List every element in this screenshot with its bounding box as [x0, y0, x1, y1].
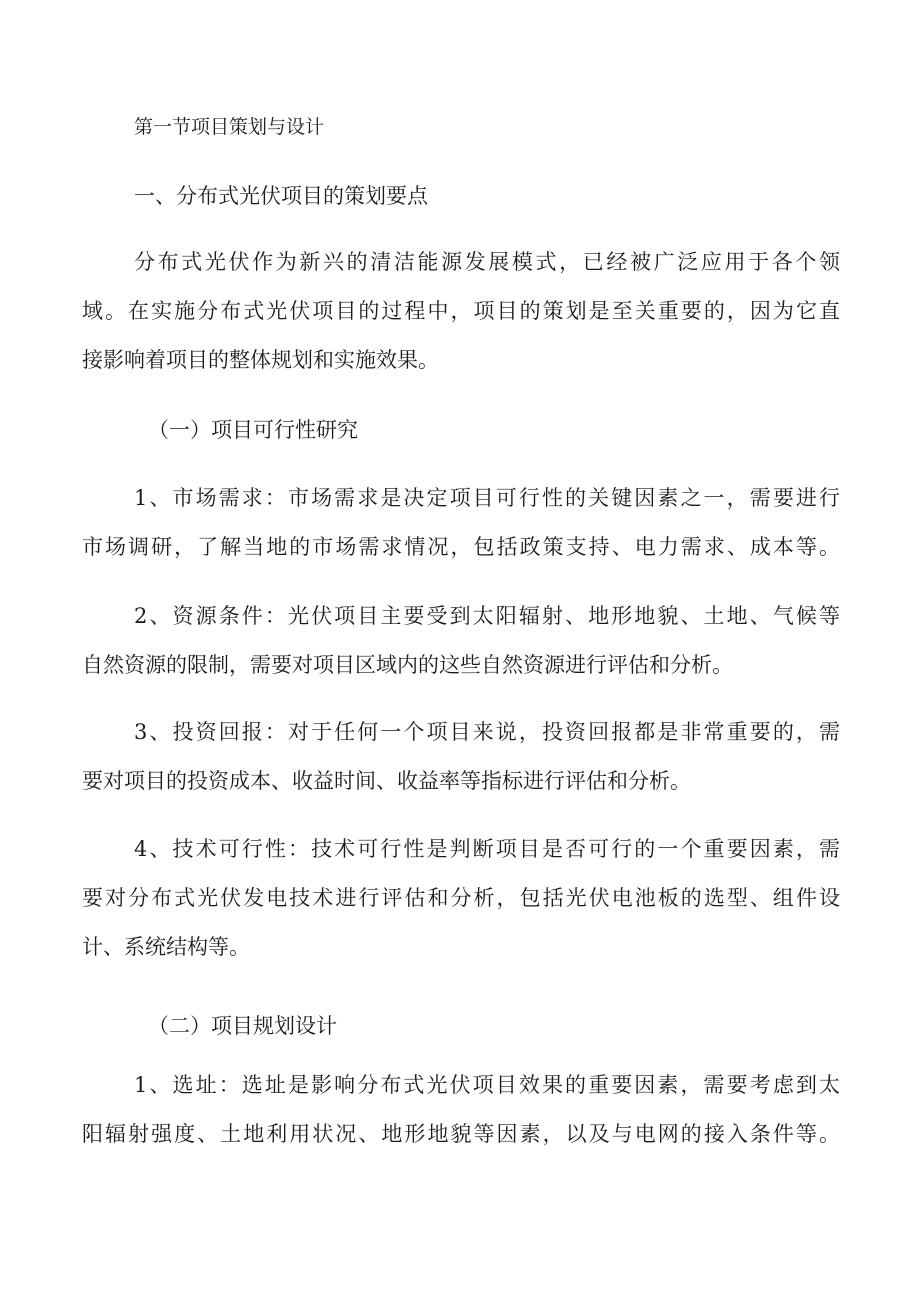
part2-heading: （二）项目规划设计 — [148, 1014, 337, 1038]
item-resource-line-1: 2、资源条件：光伏项目主要受到太阳辐射、地形地貌、土地、气候等 — [134, 604, 840, 628]
item-tech-line-3: 计、系统结构等。 — [82, 935, 250, 959]
item-roi-line-1: 3、投资回报：对于任何一个项目来说，投资回报都是非常重要的，需 — [134, 720, 840, 744]
item-tech-line-1: 4、技术可行性：技术可行性是判断项目是否可行的一个重要因素，需 — [134, 837, 840, 861]
item-resource-line-2: 自然资源的限制，需要对项目区域内的这些自然资源进行评估和分析。 — [82, 653, 733, 677]
item-market-line-1: 1、市场需求：市场需求是决定项目可行性的关键因素之一，需要进行 — [134, 486, 840, 510]
item-site-line-1: 1、选址：选址是影响分布式光伏项目效果的重要因素，需要考虑到太 — [134, 1073, 840, 1097]
part1-heading: （一）项目可行性研究 — [148, 418, 358, 442]
item-site-line-2: 阳辐射强度、土地利用状况、地形地貌等因素，以及与电网的接入条件等。 — [82, 1122, 840, 1146]
subsection-title: 一、分布式光伏项目的策划要点 — [134, 184, 428, 208]
item-roi-line-2: 要对项目的投资成本、收益时间、收益率等指标进行评估和分析。 — [82, 769, 691, 793]
item-market-line-2: 市场调研，了解当地的市场需求情况，包括政策支持、电力需求、成本等。 — [82, 535, 840, 559]
intro-line-3: 接影响着项目的整体规划和实施效果。 — [82, 348, 439, 372]
intro-line-1: 分布式光伏作为新兴的清洁能源发展模式，已经被广泛应用于各个领 — [134, 250, 840, 274]
section-title: 第一节项目策划与设计 — [134, 116, 325, 138]
intro-line-2: 域。在实施分布式光伏项目的过程中，项目的策划是至关重要的，因为它直 — [82, 299, 840, 323]
item-tech-line-2: 要对分布式光伏发电技术进行评估和分析，包括光伏电池板的选型、组件设 — [82, 886, 840, 910]
